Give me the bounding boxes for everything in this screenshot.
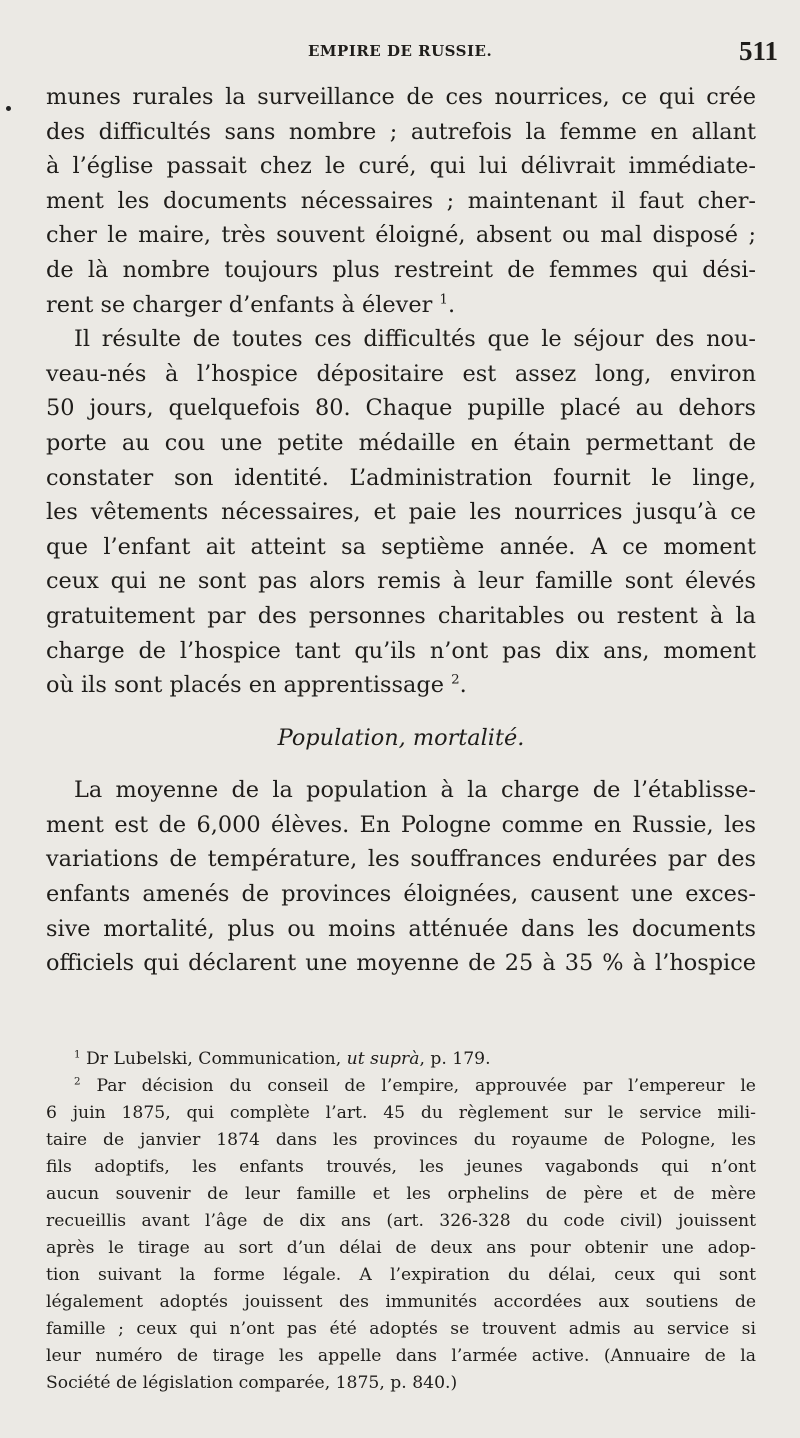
text-line: variations de température, les souffrances endurées par des — [46, 846, 756, 873]
text-line: les vêtements nécessaires, et paie les nourrices jusqu’à ce — [46, 499, 756, 526]
text-fragment: , p. 179. — [419, 1049, 491, 1069]
text-line: 50 jours, quelquefois 80. Chaque pupille placé au dehors — [46, 395, 756, 422]
text-line: cher le maire, très souvent éloigné, absent ou mal disposé ; — [46, 222, 756, 249]
text-line: charge de l’hospice tant qu’ils n’ont pas dix ans, moment — [46, 637, 756, 664]
text-line: officiels qui déclarent une moyenne de 25 à 35 % à l’hospice — [46, 950, 756, 977]
text-line: porte au cou une petite médaille en étain permettant de — [46, 429, 756, 456]
running-title: EMPIRE DE RUSSIE. — [308, 42, 493, 60]
footnote-1 — [46, 1046, 756, 1073]
text-line: que l’enfant ait atteint sa septième année. A ce moment — [46, 533, 756, 560]
footnote-marker: 1 — [74, 1048, 81, 1061]
text-line: constater son identité. L’administration fournit le linge, — [46, 464, 756, 491]
text-line: rent se charger d’enfants à élever $^1$. — [46, 291, 456, 318]
text-line: ceux qui ne sont pas alors remis à leur famille sont élevés — [46, 568, 756, 595]
page-header — [0, 36, 800, 76]
text-line: légalement adoptés jouissent des immunités accordées aux soutiens de — [46, 1292, 756, 1312]
italic-fragment: ut suprà — [346, 1049, 420, 1069]
text-line — [46, 1046, 756, 1073]
text-line: famille ; ceux qui n’ont pas été adoptés se trouvent admis au service si — [46, 1319, 756, 1339]
text-line: Il résulte de toutes ces difficultés que le séjour des nou- — [74, 326, 756, 353]
text-line: enfants amenés de provinces éloignées, causent une exces- — [46, 881, 756, 908]
text-fragment: où ils sont placés en apprentissage — [46, 672, 444, 699]
page-number: 511 — [738, 36, 778, 66]
text-line — [46, 1073, 756, 1100]
paragraph-3 — [46, 773, 756, 981]
text-line: gratuitement par des personnes charitables ou restent à la — [46, 602, 756, 629]
footnotes — [46, 1046, 756, 1397]
text-line: Société de législation comparée, 1875, p. 840.) — [46, 1373, 458, 1393]
text-line: sive mortalité, plus ou moins atténuée dans les documents — [46, 915, 756, 942]
text-line: tion suivant la forme légale. A l’expiration du délai, ceux qui sont — [46, 1265, 756, 1285]
text-line: 6 juin 1875, qui complète l’art. 45 du règlement sur le service mili- — [46, 1103, 756, 1123]
footnote-ref-1[interactable]: 1 — [439, 292, 448, 308]
text-line: leur numéro de tirage les appelle dans l’armée active. (Annuaire de la — [46, 1346, 756, 1366]
text-fragment: Dr Lubelski, Communication, — [86, 1049, 347, 1069]
footnote-marker: 2 — [74, 1075, 81, 1088]
text-line: après le tirage au sort d’un délai de deux ans pour obtenir une adop- — [46, 1238, 756, 1258]
text-line: où ils sont placés en apprentissage $^2$. — [46, 672, 467, 699]
text-line: ment est de 6,000 élèves. En Pologne comme en Russie, les — [46, 811, 756, 838]
section-heading: Population, mortalité. — [277, 724, 525, 751]
paragraph-2 — [46, 322, 756, 703]
text-line: recueillis avant l’âge de dix ans (art. 326-328 du code civil) jouissent — [46, 1211, 756, 1231]
text-line: taire de janvier 1874 dans les provinces du royaume de Pologne, les — [46, 1130, 756, 1150]
text-line: veau-nés à l’hospice dépositaire est assez long, environ — [46, 360, 756, 387]
text-line: La moyenne de la population à la charge de l’établisse- — [74, 777, 756, 804]
body-text — [46, 80, 756, 981]
text-line: ment les documents nécessaires ; maintenant il faut cher- — [46, 187, 756, 214]
footnote-ref-2[interactable]: 2 — [451, 672, 460, 688]
text-fragment: Par décision du conseil de l’empire, approuvée par l’empereur le — [96, 1076, 756, 1096]
footnote-2 — [46, 1073, 756, 1397]
paragraph-1 — [46, 80, 756, 322]
text-line: à l’église passait chez le curé, qui lui délivrait immédiate- — [46, 153, 756, 180]
text-fragment: rent se charger d’enfants à élever — [46, 291, 433, 318]
text-line: fils adoptifs, les enfants trouvés, les jeunes vagabonds qui n’ont — [46, 1157, 756, 1177]
text-line: des difficultés sans nombre ; autrefois la femme en allant — [46, 118, 756, 145]
text-line: de là nombre toujours plus restreint de femmes qui dési- — [46, 256, 756, 283]
text-line: aucun souvenir de leur famille et les orphelins de père et de mère — [46, 1184, 756, 1204]
margin-dot — [6, 106, 11, 111]
text-line: munes rurales la surveillance de ces nourrices, ce qui crée — [46, 84, 756, 110]
